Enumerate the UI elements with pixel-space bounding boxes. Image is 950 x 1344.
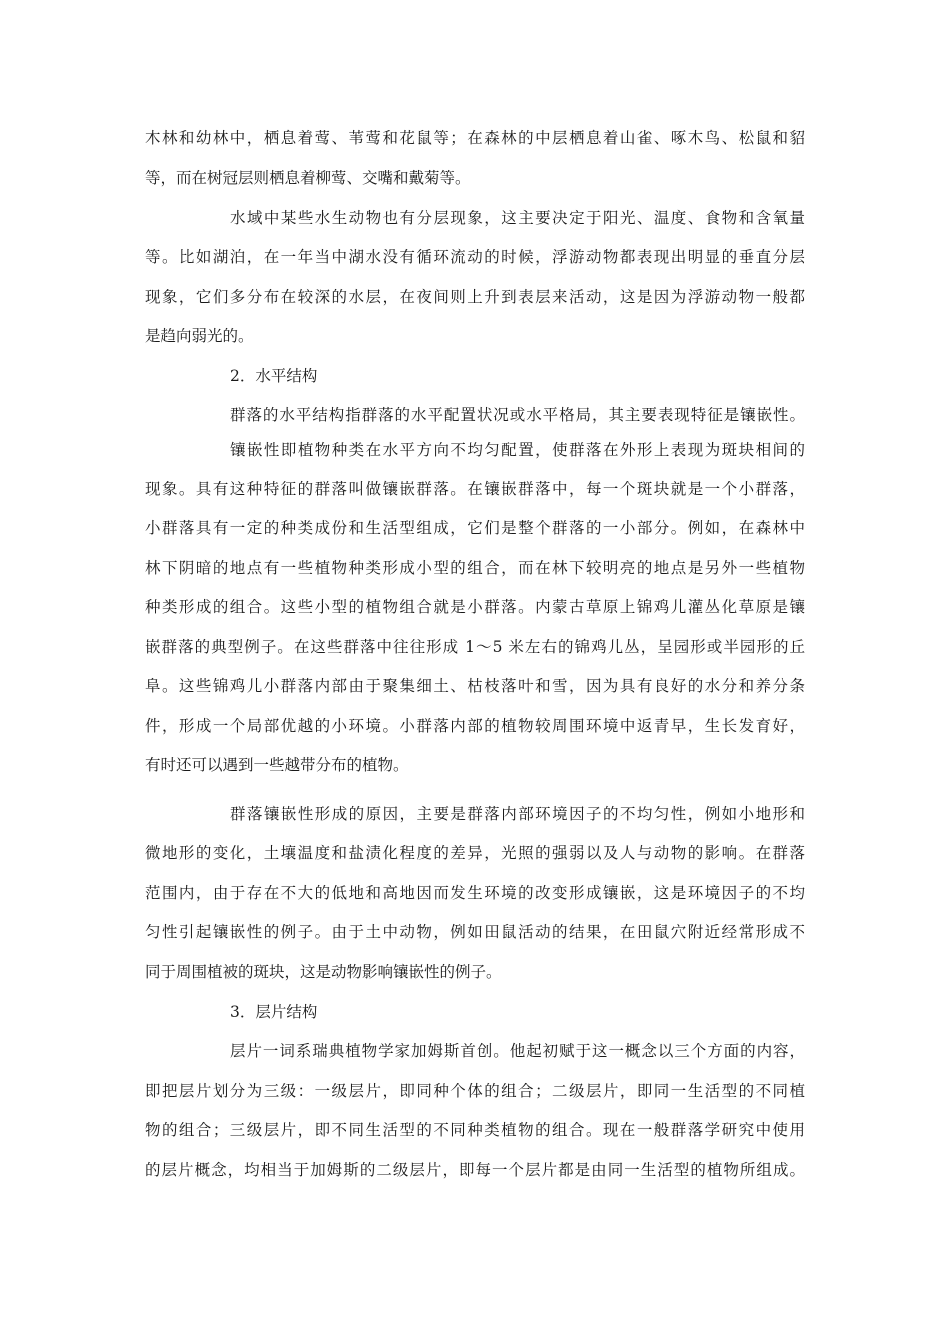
paragraph-line: 件，形成一个局部优越的小环境。小群落内部的植物较周围环境中返青早，生长发育好，	[145, 717, 805, 735]
paragraph-line: 是趋向弱光的。	[145, 327, 254, 345]
section-heading-synusia-structure: 3．层片结构	[230, 1003, 318, 1021]
paragraph-line: 等。比如湖泊，在一年当中湖水没有循环流动的时候，浮游动物都表现出明显的垂直分层	[145, 248, 805, 266]
paragraph-line: 范围内，由于存在不大的低地和高地因而发生环境的改变形成镶嵌，这是环境因子的不均	[145, 884, 805, 902]
paragraph-line: 嵌群落的典型例子。在这些群落中往往形成 1～5 米左右的锦鸡儿丛，呈园形或半园形的丘	[145, 638, 805, 656]
paragraph-line: 现象。具有这种特征的群落叫做镶嵌群落。在镶嵌群落中，每一个斑块就是一个小群落，	[145, 480, 805, 498]
paragraph-line: 水域中某些水生动物也有分层现象，这主要决定于阳光、温度、食物和含氧量	[230, 209, 805, 227]
paragraph-line: 微地形的变化，土壤温度和盐渍化程度的差异，光照的强弱以及人与动物的影响。在群落	[145, 844, 805, 862]
paragraph-line: 小群落具有一定的种类成份和生活型组成，它们是整个群落的一小部分。例如，在森林中	[145, 519, 805, 537]
paragraph-line: 物的组合；三级层片，即不同生活型的不同种类植物的组合。现在一般群落学研究中使用	[145, 1121, 805, 1139]
section-heading-horizontal-structure: 2．水平结构	[230, 367, 318, 385]
paragraph-line: 匀性引起镶嵌性的例子。由于土中动物，例如田鼠活动的结果，在田鼠穴附近经常形成不	[145, 923, 805, 941]
paragraph-line: 有时还可以遇到一些越带分布的植物。	[145, 756, 409, 774]
paragraph-line: 等，而在树冠层则栖息着柳莺、交嘴和戴菊等。	[145, 169, 471, 187]
paragraph-line: 同于周围植被的斑块，这是动物影响镶嵌性的例子。	[145, 963, 502, 981]
paragraph-line: 种类形成的组合。这些小型的植物组合就是小群落。内蒙古草原上锦鸡儿灌丛化草原是镶	[145, 598, 805, 616]
paragraph-line: 群落的水平结构指群落的水平配置状况或水平格局，其主要表现特征是镶嵌性。	[230, 406, 805, 424]
paragraph-line: 木林和幼林中，栖息着莺、苇莺和花鼠等；在森林的中层栖息着山雀、啄木鸟、松鼠和貂	[145, 129, 805, 147]
paragraph-line: 现象，它们多分布在较深的水层，在夜间则上升到表层来活动，这是因为浮游动物一般都	[145, 288, 805, 306]
paragraph-line: 镶嵌性即植物种类在水平方向不均匀配置，使群落在外形上表现为斑块相间的	[230, 441, 805, 459]
paragraph-line: 的层片概念，均相当于加姆斯的二级层片，即每一个层片都是由同一生活型的植物所组成。	[145, 1161, 805, 1179]
paragraph-line: 林下阴暗的地点有一些植物种类形成小型的组合，而在林下较明亮的地点是另外一些植物	[145, 559, 805, 577]
paragraph-line: 阜。这些锦鸡儿小群落内部由于聚集细土、枯枝落叶和雪，因为具有良好的水分和养分条	[145, 677, 805, 695]
paragraph-line: 即把层片划分为三级：一级层片，即同种个体的组合；二级层片，即同一生活型的不同植	[145, 1082, 805, 1100]
paragraph-line: 层片一词系瑞典植物学家加姆斯首创。他起初赋于这一概念以三个方面的内容，	[230, 1042, 805, 1060]
paragraph-line: 群落镶嵌性形成的原因，主要是群落内部环境因子的不均匀性，例如小地形和	[230, 805, 805, 823]
